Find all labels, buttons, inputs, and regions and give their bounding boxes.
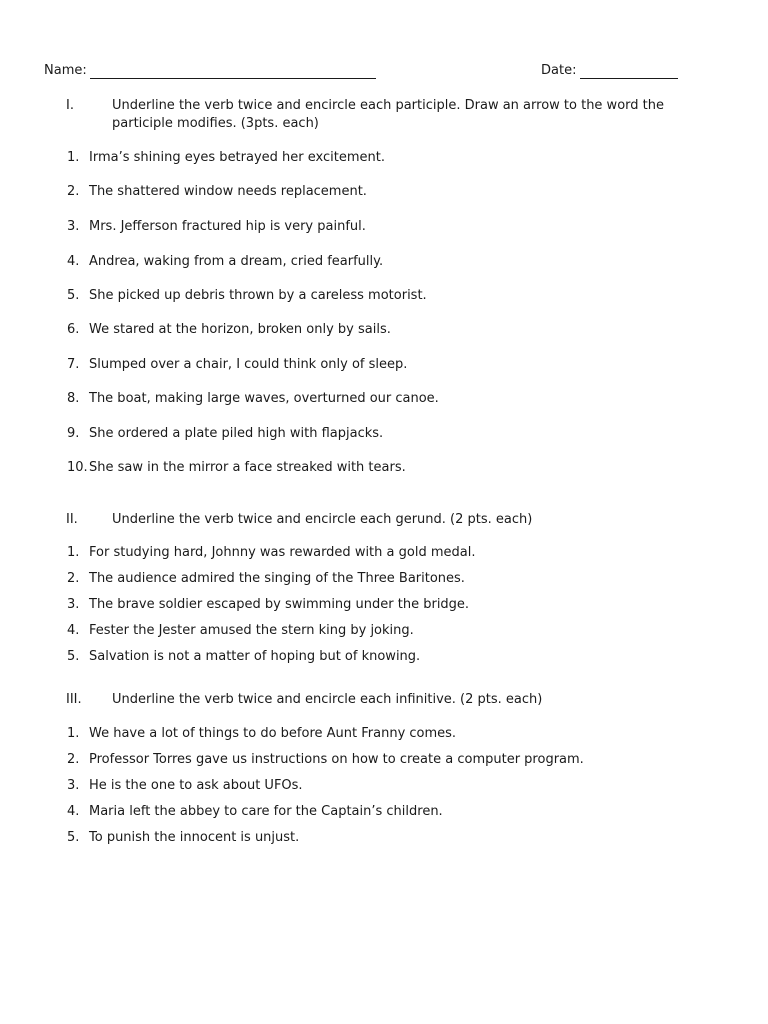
section-heading-3 xyxy=(66,691,706,711)
list-item xyxy=(67,751,707,769)
list-item xyxy=(67,183,707,201)
list-item xyxy=(67,287,707,305)
item-text: For studying hard, Johnny was rewarded with a gold medal. xyxy=(89,545,476,560)
section-numeral: II. xyxy=(66,512,78,527)
list-item xyxy=(67,725,707,743)
list-item xyxy=(67,390,707,408)
item-text: The shattered window needs replacement. xyxy=(89,184,367,199)
item-number: 2. xyxy=(67,752,80,767)
item-text: Salvation is not a matter of hoping but of knowing. xyxy=(89,649,421,664)
item-text: The audience admired the singing of the Three Baritones. xyxy=(89,571,465,586)
list-item xyxy=(67,425,707,443)
item-number: 1. xyxy=(67,726,80,741)
item-number: 9. xyxy=(67,426,80,441)
item-text: Maria left the abbey to care for the Captain’s children. xyxy=(89,804,443,819)
list-item xyxy=(67,356,707,374)
name-label: Name: xyxy=(44,63,87,78)
date-blank-line[interactable] xyxy=(580,78,678,79)
item-text: Professor Torres gave us instructions on how to create a computer program. xyxy=(89,752,584,767)
list-item xyxy=(67,829,707,847)
item-text: The brave soldier escaped by swimming under the bridge. xyxy=(89,597,470,612)
section-heading-2 xyxy=(66,511,706,531)
item-text: The boat, making large waves, overturned our canoe. xyxy=(89,391,439,406)
item-number: 6. xyxy=(67,322,80,337)
list-item xyxy=(67,218,707,236)
item-number: 2. xyxy=(67,184,80,199)
section-instruction: Underline the verb twice and encircle each participle. Draw an arrow to the word the participle modifies. (3pts. each) xyxy=(112,98,664,131)
name-blank-line[interactable] xyxy=(90,78,376,79)
list-item xyxy=(67,253,707,271)
list-item xyxy=(67,648,707,666)
list-item xyxy=(67,544,707,562)
item-number: 4. xyxy=(67,623,80,638)
item-text: Slumped over a chair, I could think only of sleep. xyxy=(89,357,408,372)
section-heading-1 xyxy=(66,97,706,135)
item-number: 5. xyxy=(67,288,80,303)
item-text: To punish the innocent is unjust. xyxy=(89,830,300,845)
item-text: He is the one to ask about UFOs. xyxy=(89,778,303,793)
item-number: 4. xyxy=(67,254,80,269)
item-number: 2. xyxy=(67,571,80,586)
item-number: 4. xyxy=(67,804,80,819)
item-text: We stared at the horizon, broken only by sails. xyxy=(89,322,391,337)
list-item xyxy=(67,459,707,477)
item-text: Andrea, waking from a dream, cried fearfully. xyxy=(89,254,384,269)
item-number: 10. xyxy=(67,460,88,475)
item-number: 3. xyxy=(67,597,80,612)
item-text: She picked up debris thrown by a careless motorist. xyxy=(89,288,427,303)
list-item xyxy=(67,622,707,640)
list-item xyxy=(67,570,707,588)
list-item xyxy=(67,149,707,167)
header-row xyxy=(44,63,734,83)
date-label: Date: xyxy=(541,63,577,78)
section-instruction: Underline the verb twice and encircle each infinitive. (2 pts. each) xyxy=(112,692,543,707)
section-instruction: Underline the verb twice and encircle each gerund. (2 pts. each) xyxy=(112,512,533,527)
section-numeral: I. xyxy=(66,98,74,113)
list-item xyxy=(67,321,707,339)
item-text: Mrs. Jefferson fractured hip is very painful. xyxy=(89,219,366,234)
section-numeral: III. xyxy=(66,692,82,707)
list-item xyxy=(67,596,707,614)
item-number: 5. xyxy=(67,649,80,664)
item-number: 8. xyxy=(67,391,80,406)
item-number: 3. xyxy=(67,778,80,793)
list-item xyxy=(67,777,707,795)
item-text: Fester the Jester amused the stern king by joking. xyxy=(89,623,414,638)
item-text: She saw in the mirror a face streaked with tears. xyxy=(89,460,406,475)
item-number: 3. xyxy=(67,219,80,234)
item-number: 5. xyxy=(67,830,80,845)
list-item xyxy=(67,803,707,821)
item-number: 1. xyxy=(67,545,80,560)
item-number: 7. xyxy=(67,357,80,372)
item-number: 1. xyxy=(67,150,80,165)
item-text: Irma’s shining eyes betrayed her excitement. xyxy=(89,150,385,165)
item-text: She ordered a plate piled high with flapjacks. xyxy=(89,426,384,441)
item-text: We have a lot of things to do before Aunt Franny comes. xyxy=(89,726,457,741)
